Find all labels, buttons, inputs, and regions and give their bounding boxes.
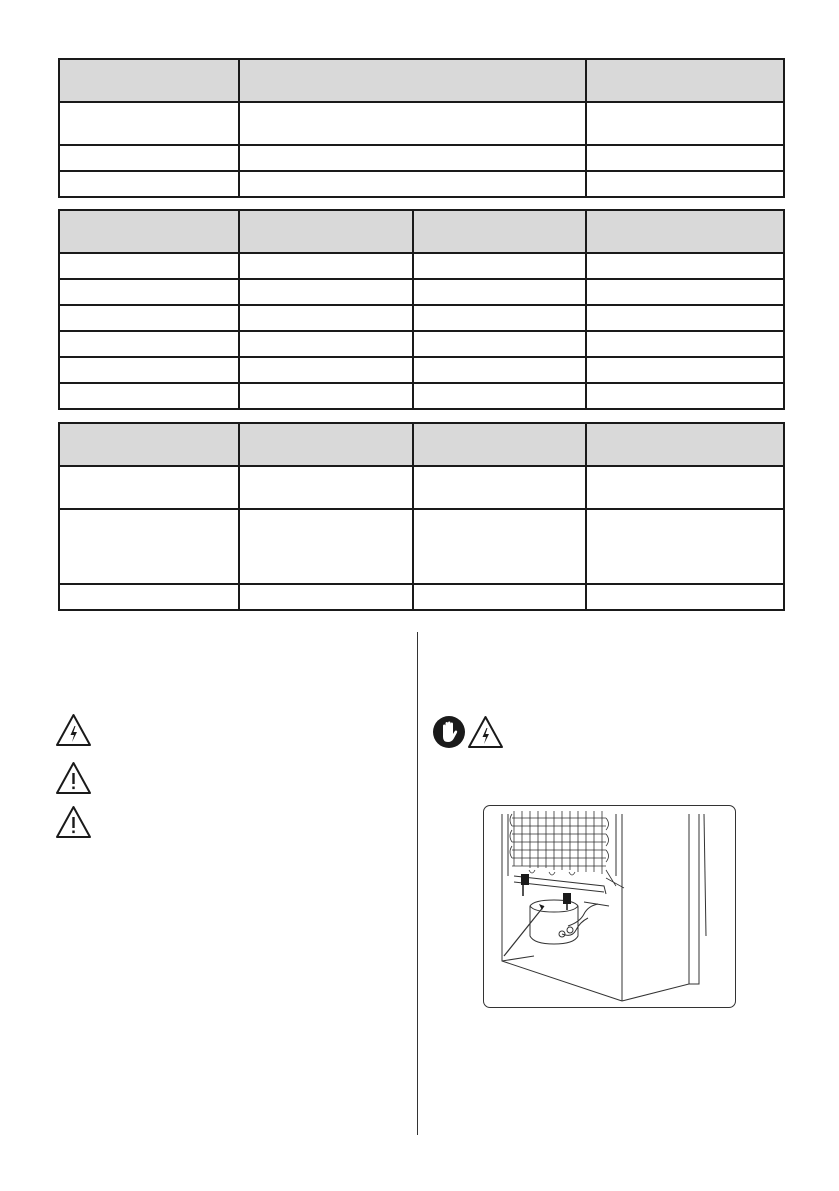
table-cell xyxy=(586,331,784,357)
table-row xyxy=(59,357,784,383)
caution-warning-icon xyxy=(55,805,92,839)
table-cell xyxy=(239,145,586,171)
table-row xyxy=(59,279,784,305)
electrical-hazard-warning-icon xyxy=(55,713,92,747)
table-cell xyxy=(59,466,239,509)
table-header-cell xyxy=(239,210,413,253)
table-row xyxy=(59,305,784,331)
table-cell xyxy=(59,102,239,145)
table-header-cell xyxy=(239,423,413,466)
table-header-cell xyxy=(413,210,586,253)
refrigerator-rear-illustration xyxy=(483,805,736,1008)
table-cell xyxy=(59,509,239,584)
table-cell xyxy=(413,466,586,509)
table-cell xyxy=(586,584,784,610)
table-header-cell xyxy=(586,423,784,466)
table-header-cell xyxy=(586,210,784,253)
table-cell xyxy=(586,279,784,305)
table-row xyxy=(59,145,784,171)
table-row xyxy=(59,171,784,197)
table-cell xyxy=(59,331,239,357)
table-cell xyxy=(239,279,413,305)
table-header-cell xyxy=(413,423,586,466)
table-row xyxy=(59,509,784,584)
table-cell xyxy=(586,145,784,171)
table-cell xyxy=(413,509,586,584)
electrical-hazard-warning-icon xyxy=(467,715,504,749)
table-cell xyxy=(586,171,784,197)
table-cell xyxy=(586,305,784,331)
parts-table xyxy=(58,422,785,611)
table-cell xyxy=(59,305,239,331)
table-cell xyxy=(239,305,413,331)
table-cell xyxy=(59,253,239,279)
table-cell xyxy=(239,509,413,584)
table-cell xyxy=(413,584,586,610)
table-cell xyxy=(586,357,784,383)
column-divider xyxy=(417,632,418,1135)
table-row xyxy=(59,102,784,145)
table-header-cell xyxy=(586,59,784,102)
table-cell xyxy=(59,171,239,197)
table-cell xyxy=(413,279,586,305)
table-row xyxy=(59,466,784,509)
table-cell xyxy=(59,584,239,610)
table-cell xyxy=(239,331,413,357)
table-header-cell xyxy=(239,59,586,102)
table-cell xyxy=(413,331,586,357)
table-header-cell xyxy=(59,210,239,253)
table-header-row xyxy=(59,423,784,466)
table-header-cell xyxy=(59,423,239,466)
table-cell xyxy=(586,102,784,145)
do-not-touch-hand-icon xyxy=(432,715,466,749)
table-cell xyxy=(413,383,586,409)
table-row xyxy=(59,253,784,279)
data-table xyxy=(58,209,785,410)
table-cell xyxy=(586,253,784,279)
table-header-row xyxy=(59,210,784,253)
table-cell xyxy=(59,145,239,171)
table-cell xyxy=(59,279,239,305)
table-row xyxy=(59,331,784,357)
table-cell xyxy=(239,466,413,509)
table-cell xyxy=(586,509,784,584)
table-header-cell xyxy=(59,59,239,102)
table-cell xyxy=(239,383,413,409)
table-cell xyxy=(239,102,586,145)
table-cell xyxy=(239,253,413,279)
table-cell xyxy=(413,305,586,331)
table-cell xyxy=(239,357,413,383)
table-cell xyxy=(239,584,413,610)
table-cell xyxy=(239,171,586,197)
table-header-row xyxy=(59,59,784,102)
compressor-diagram xyxy=(484,806,735,1007)
table-cell xyxy=(59,357,239,383)
table-cell xyxy=(586,466,784,509)
table-cell xyxy=(586,383,784,409)
caution-warning-icon xyxy=(55,761,92,795)
table-row xyxy=(59,383,784,409)
specifications-table xyxy=(58,58,785,198)
table-row xyxy=(59,584,784,610)
table-cell xyxy=(59,383,239,409)
table-cell xyxy=(413,253,586,279)
table-cell xyxy=(413,357,586,383)
